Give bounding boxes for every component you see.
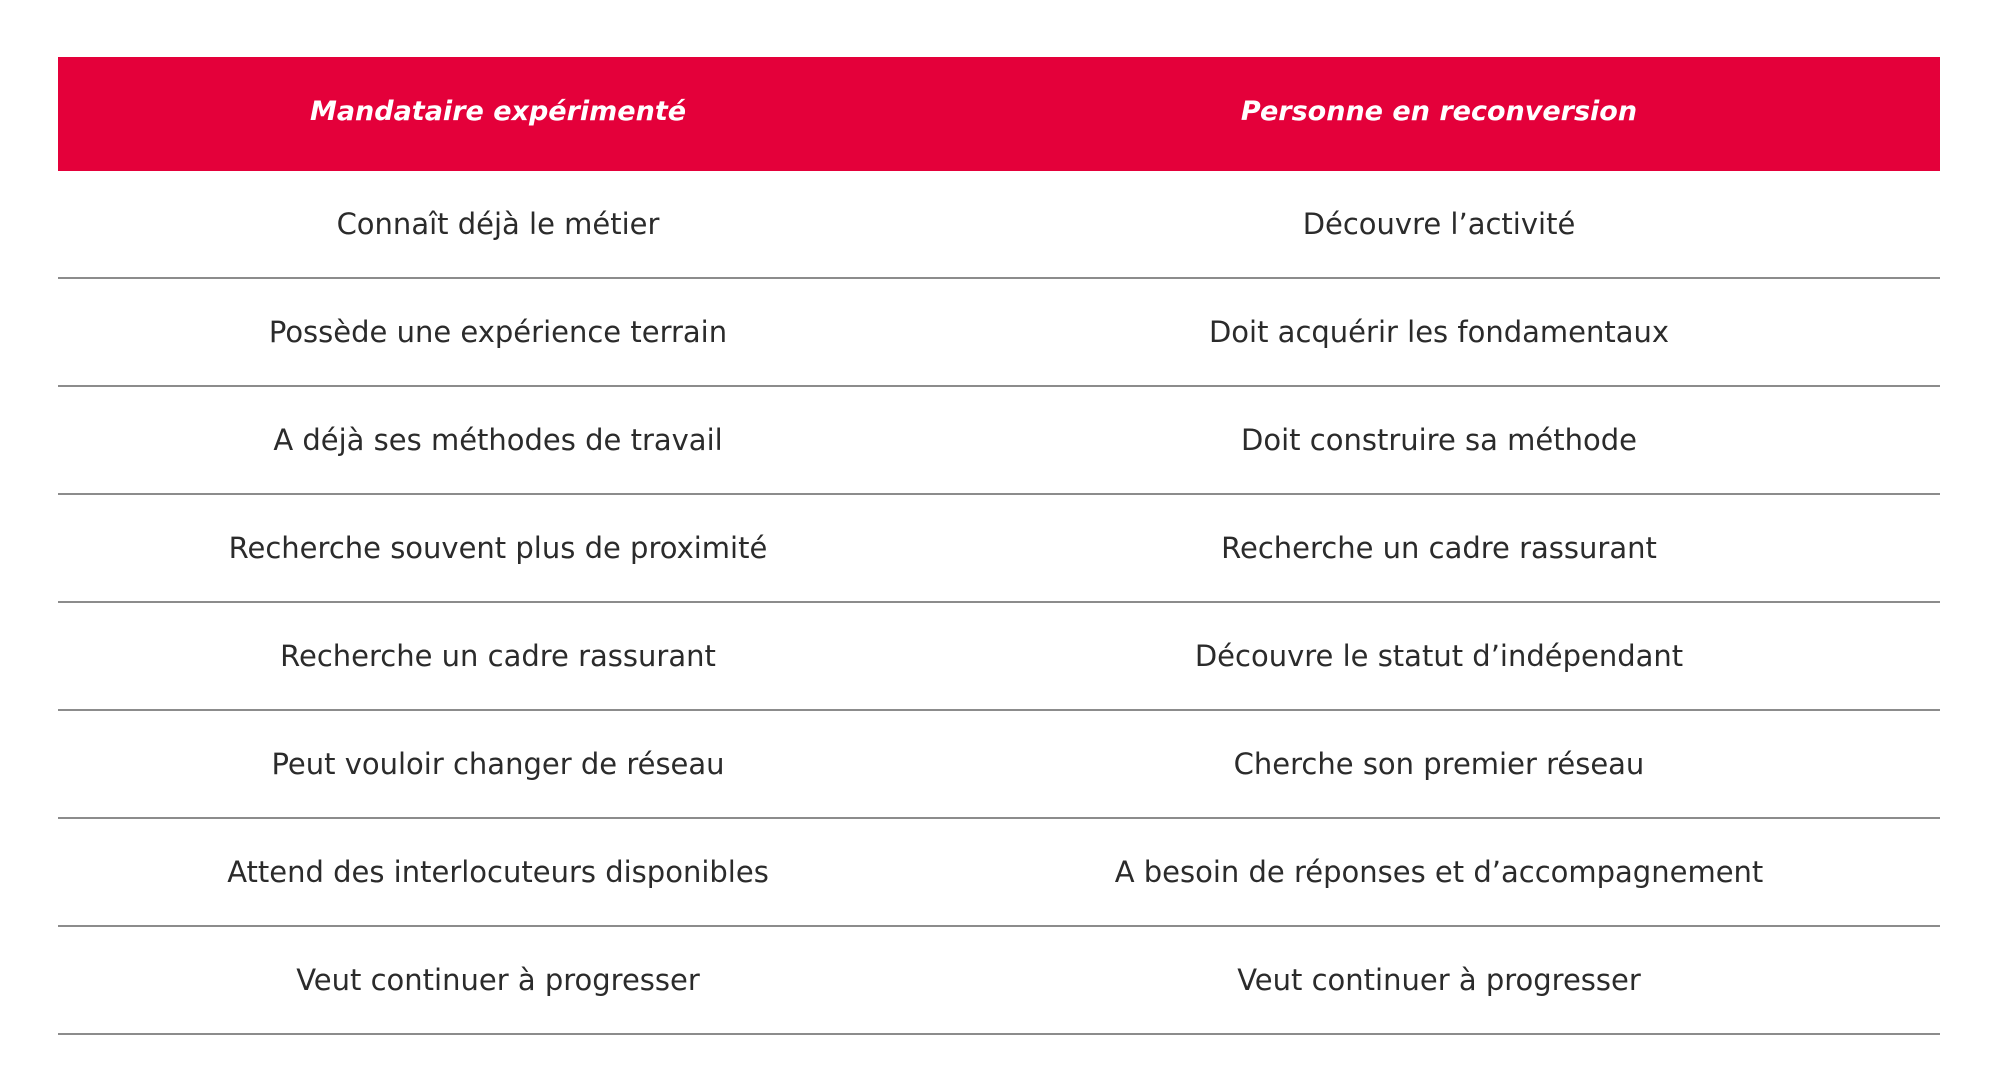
comparison-table [58, 57, 1940, 1035]
table-cell: Doit acquérir les fondamentaux [1208, 315, 1670, 349]
table-cell: Attend des interlocuteurs disponibles [227, 855, 769, 889]
table-row [58, 603, 1940, 711]
table-row [58, 387, 1940, 495]
table-row [58, 711, 1940, 819]
header-cell-reconversion: Personne en reconversion [1240, 96, 1638, 127]
table-cell: A déjà ses méthodes de travail [273, 423, 723, 457]
table-row [58, 927, 1940, 1035]
table-cell: Connaît déjà le métier [336, 207, 660, 241]
table-cell: A besoin de réponses et d’accompagnement [1114, 855, 1764, 889]
table-cell: Cherche son premier réseau [1233, 747, 1645, 781]
table-cell: Recherche souvent plus de proximité [228, 531, 768, 565]
table-cell: Découvre l’activité [1302, 207, 1576, 241]
table-cell: Doit construire sa méthode [1241, 423, 1637, 457]
table-cell: Possède une expérience terrain [268, 315, 728, 349]
table-header [58, 57, 1940, 171]
table-cell: Recherche un cadre rassurant [1221, 531, 1657, 565]
table-row [58, 171, 1940, 279]
table-row [58, 495, 1940, 603]
table-cell: Peut vouloir changer de réseau [271, 747, 725, 781]
header-cell-experienced: Mandataire expérimenté [309, 96, 687, 127]
table-cell: Découvre le statut d’indépendant [1194, 639, 1684, 673]
table-row [58, 819, 1940, 927]
table-cell: Veut continuer à progresser [1237, 963, 1641, 997]
table-cell: Recherche un cadre rassurant [280, 639, 716, 673]
table-row [58, 279, 1940, 387]
table-cell: Veut continuer à progresser [296, 963, 700, 997]
